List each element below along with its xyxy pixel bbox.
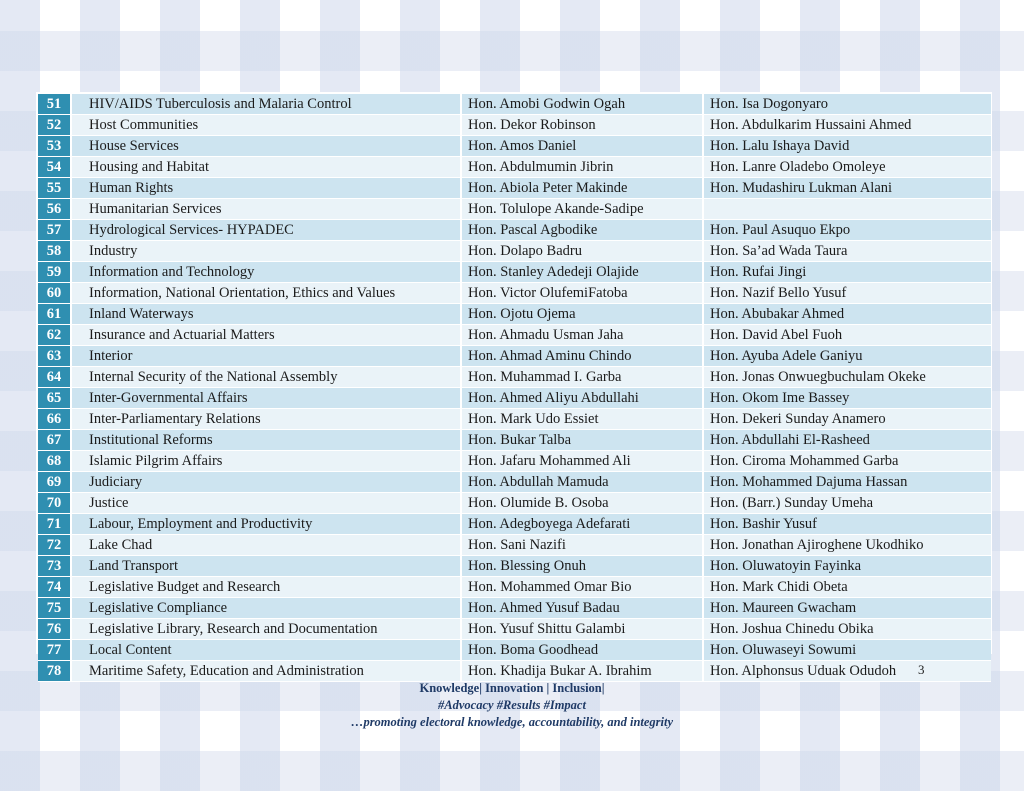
committee-number: 76	[38, 619, 71, 640]
page-number: 3	[918, 662, 925, 677]
committee-chairman: Hon. Sani Nazifi	[461, 535, 703, 556]
table-row	[38, 199, 991, 220]
table-row	[38, 640, 991, 661]
committee-chairman: Hon. Boma Goodhead	[461, 640, 703, 661]
committee-chairman: Hon. Pascal Agbodike	[461, 220, 703, 241]
committee-number: 60	[38, 283, 71, 304]
committee-deputy-chairman: Hon. Okom Ime Bassey	[703, 388, 991, 409]
table-row	[38, 409, 991, 430]
committee-name: Host Communities	[71, 115, 461, 136]
committee-deputy-chairman: Hon. Isa Dogonyaro	[703, 94, 991, 115]
table-row	[38, 115, 991, 136]
committee-chairman: Hon. Mark Udo Essiet	[461, 409, 703, 430]
committee-number: 56	[38, 199, 71, 220]
committee-chairman: Hon. Victor OlufemiFatoba	[461, 283, 703, 304]
committee-chairman: Hon. Stanley Adedeji Olajide	[461, 262, 703, 283]
table-row	[38, 430, 991, 451]
footer	[300, 680, 724, 731]
committee-name: Inter-Governmental Affairs	[71, 388, 461, 409]
committee-name: Maritime Safety, Education and Administration	[71, 661, 461, 682]
committee-name: Justice	[71, 493, 461, 514]
committee-chairman: Hon. Khadija Bukar A. Ibrahim	[461, 661, 703, 682]
committee-chairman: Hon. Dolapo Badru	[461, 241, 703, 262]
committee-deputy-chairman: Hon. Paul Asuquo Ekpo	[703, 220, 991, 241]
committee-chairman: Hon. Blessing Onuh	[461, 556, 703, 577]
committee-number: 65	[38, 388, 71, 409]
committee-chairman: Hon. Yusuf Shittu Galambi	[461, 619, 703, 640]
committee-name: Interior	[71, 346, 461, 367]
committee-number: 55	[38, 178, 71, 199]
committee-chairman: Hon. Ojotu Ojema	[461, 304, 703, 325]
committee-name: Islamic Pilgrim Affairs	[71, 451, 461, 472]
committee-table-body	[38, 94, 991, 682]
committee-number: 73	[38, 556, 71, 577]
table-row	[38, 367, 991, 388]
committee-deputy-chairman: Hon. Ayuba Adele Ganiyu	[703, 346, 991, 367]
committee-deputy-chairman: Hon. Alphonsus Uduak Odudoh	[703, 661, 991, 682]
committee-number: 63	[38, 346, 71, 367]
committee-chairman: Hon. Tolulope Akande-Sadipe	[461, 199, 703, 220]
committee-number: 77	[38, 640, 71, 661]
committee-deputy-chairman: Hon. Nazif Bello Yusuf	[703, 283, 991, 304]
committee-deputy-chairman: Hon. Rufai Jingi	[703, 262, 991, 283]
table-row	[38, 283, 991, 304]
committee-table	[38, 94, 991, 682]
committee-deputy-chairman: Hon. Abdulkarim Hussaini Ahmed	[703, 115, 991, 136]
committee-name: Institutional Reforms	[71, 430, 461, 451]
committee-name: Legislative Library, Research and Documentation	[71, 619, 461, 640]
committee-chairman: Hon. Abiola Peter Makinde	[461, 178, 703, 199]
committee-number: 57	[38, 220, 71, 241]
committee-number: 78	[38, 661, 71, 682]
committee-number: 75	[38, 598, 71, 619]
committee-deputy-chairman: Hon. Abdullahi El-Rasheed	[703, 430, 991, 451]
committee-name: Legislative Compliance	[71, 598, 461, 619]
committee-name: Legislative Budget and Research	[71, 577, 461, 598]
committee-chairman: Hon. Ahmed Yusuf Badau	[461, 598, 703, 619]
committee-number: 52	[38, 115, 71, 136]
committee-name: House Services	[71, 136, 461, 157]
table-row	[38, 661, 991, 682]
committee-deputy-chairman: Hon. Dekeri Sunday Anamero	[703, 409, 991, 430]
committee-deputy-chairman: Hon. Oluwaseyi Sowumi	[703, 640, 991, 661]
committee-number: 51	[38, 94, 71, 115]
committee-name: Inland Waterways	[71, 304, 461, 325]
committee-number: 69	[38, 472, 71, 493]
committee-deputy-chairman: Hon. (Barr.) Sunday Umeha	[703, 493, 991, 514]
committee-number: 58	[38, 241, 71, 262]
table-row	[38, 157, 991, 178]
table-row	[38, 514, 991, 535]
committee-deputy-chairman: Hon. Mark Chidi Obeta	[703, 577, 991, 598]
committee-deputy-chairman: Hon. Mohammed Dajuma Hassan	[703, 472, 991, 493]
committee-number: 72	[38, 535, 71, 556]
table-row	[38, 451, 991, 472]
table-row	[38, 535, 991, 556]
committee-name: Local Content	[71, 640, 461, 661]
committee-name: Judiciary	[71, 472, 461, 493]
committee-deputy-chairman: Hon. Abubakar Ahmed	[703, 304, 991, 325]
committee-deputy-chairman: Hon. Joshua Chinedu Obika	[703, 619, 991, 640]
committee-deputy-chairman: Hon. Lanre Oladebo Omoleye	[703, 157, 991, 178]
committee-deputy-chairman	[703, 199, 991, 220]
committee-deputy-chairman: Hon. Ciroma Mohammed Garba	[703, 451, 991, 472]
committee-chairman: Hon. Abdullah Mamuda	[461, 472, 703, 493]
committee-deputy-chairman: Hon. Sa’ad Wada Taura	[703, 241, 991, 262]
committee-name: Inter-Parliamentary Relations	[71, 409, 461, 430]
committee-deputy-chairman: Hon. Oluwatoyin Fayinka	[703, 556, 991, 577]
committee-name: Land Transport	[71, 556, 461, 577]
footer-hashtags: #Advocacy #Results #Impact	[438, 698, 586, 712]
committee-deputy-chairman: Hon. Maureen Gwacham	[703, 598, 991, 619]
committee-chairman: Hon. Muhammad I. Garba	[461, 367, 703, 388]
table-row	[38, 220, 991, 241]
footer-values: Knowledge| Innovation | Inclusion|	[419, 681, 605, 695]
committee-name: Internal Security of the National Assembly	[71, 367, 461, 388]
table-row	[38, 388, 991, 409]
table-row	[38, 94, 991, 115]
committee-deputy-chairman: Hon. Jonathan Ajiroghene Ukodhiko	[703, 535, 991, 556]
table-row	[38, 472, 991, 493]
committee-deputy-chairman: Hon. David Abel Fuoh	[703, 325, 991, 346]
committee-chairman: Hon. Jafaru Mohammed Ali	[461, 451, 703, 472]
committee-number: 54	[38, 157, 71, 178]
committee-deputy-chairman: Hon. Mudashiru Lukman Alani	[703, 178, 991, 199]
table-row	[38, 178, 991, 199]
table-row	[38, 262, 991, 283]
committee-number: 70	[38, 493, 71, 514]
table-row	[38, 325, 991, 346]
committee-name: Humanitarian Services	[71, 199, 461, 220]
committee-deputy-chairman: Hon. Jonas Onwuegbuchulam Okeke	[703, 367, 991, 388]
table-row	[38, 598, 991, 619]
committee-deputy-chairman: Hon. Bashir Yusuf	[703, 514, 991, 535]
committee-number: 67	[38, 430, 71, 451]
committee-name: Information, National Orientation, Ethics and Values	[71, 283, 461, 304]
table-row	[38, 619, 991, 640]
table-row	[38, 577, 991, 598]
table-row	[38, 346, 991, 367]
committee-number: 62	[38, 325, 71, 346]
table-row	[38, 556, 991, 577]
committee-number: 66	[38, 409, 71, 430]
committee-chairman: Hon. Ahmed Aliyu Abdullahi	[461, 388, 703, 409]
committee-number: 68	[38, 451, 71, 472]
committee-chairman: Hon. Amobi Godwin Ogah	[461, 94, 703, 115]
committee-number: 71	[38, 514, 71, 535]
committee-name: Hydrological Services- HYPADEC	[71, 220, 461, 241]
committee-name: Human Rights	[71, 178, 461, 199]
table-row	[38, 241, 991, 262]
committee-number: 61	[38, 304, 71, 325]
committee-name: Labour, Employment and Productivity	[71, 514, 461, 535]
committee-name: Insurance and Actuarial Matters	[71, 325, 461, 346]
committee-chairman: Hon. Ahmadu Usman Jaha	[461, 325, 703, 346]
committee-name: Lake Chad	[71, 535, 461, 556]
committee-chairman: Hon. Amos Daniel	[461, 136, 703, 157]
table-row	[38, 493, 991, 514]
committee-number: 74	[38, 577, 71, 598]
committee-chairman: Hon. Ahmad Aminu Chindo	[461, 346, 703, 367]
committee-name: Housing and Habitat	[71, 157, 461, 178]
committee-chairman: Hon. Adegboyega Adefarati	[461, 514, 703, 535]
committee-number: 64	[38, 367, 71, 388]
table-row	[38, 136, 991, 157]
committee-number: 59	[38, 262, 71, 283]
committee-deputy-chairman: Hon. Lalu Ishaya David	[703, 136, 991, 157]
committee-name: Industry	[71, 241, 461, 262]
table-row	[38, 304, 991, 325]
committee-chairman: Hon. Abdulmumin Jibrin	[461, 157, 703, 178]
committee-name: HIV/AIDS Tuberculosis and Malaria Control	[71, 94, 461, 115]
committee-chairman: Hon. Bukar Talba	[461, 430, 703, 451]
committee-chairman: Hon. Dekor Robinson	[461, 115, 703, 136]
committee-name: Information and Technology	[71, 262, 461, 283]
committee-number: 53	[38, 136, 71, 157]
footer-slogan: …promoting electoral knowledge, accountability, and integrity	[350, 715, 674, 729]
committee-chairman: Hon. Mohammed Omar Bio	[461, 577, 703, 598]
committee-chairman: Hon. Olumide B. Osoba	[461, 493, 703, 514]
